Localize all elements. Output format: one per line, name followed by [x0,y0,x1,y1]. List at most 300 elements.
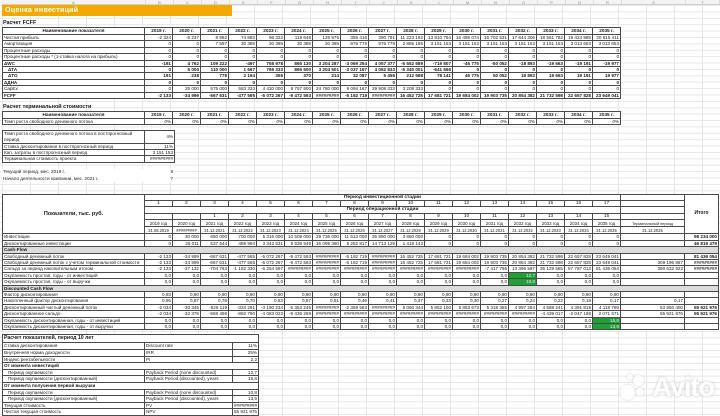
value-cell[interactable]: 0 [481,79,509,85]
value-cell[interactable]: 0 [369,54,397,60]
year-header[interactable]: 2019 г. [145,112,173,119]
value-cell[interactable]: 0 [453,67,481,73]
value-cell[interactable]: 976 778 [341,41,369,47]
value-cell[interactable]: 0 [145,234,173,240]
value-cell[interactable]: 4 430 000 [257,86,285,92]
year-header[interactable]: 2025 г. [313,28,341,35]
value-cell[interactable]: 13 396 587 [509,266,537,272]
value-cell[interactable]: 0% [257,119,285,125]
value-cell[interactable]: 0 [565,79,593,85]
value-cell[interactable]: 18 893 [509,73,537,79]
value-cell[interactable]: 0 [425,86,453,92]
value-cell[interactable]: 0 [565,240,593,246]
op-period-number[interactable]: 14 [565,213,593,219]
value-cell[interactable]: 0,22 [537,298,565,304]
value-cell[interactable]: 0 [481,240,509,246]
row-header-label[interactable]: Наименование показателя [3,112,145,119]
value-cell[interactable]: 17 681 721 [425,253,453,259]
value-cell[interactable]: -2 133 [145,253,173,259]
total-value-cell[interactable]: 81 436 054 [685,253,719,259]
value-cell[interactable]: -5 353 245 [285,304,313,310]
value-cell[interactable]: 29 908 333 [369,86,397,92]
value-cell[interactable]: 11 223 192 [397,35,425,41]
value-cell[interactable]: 0,0 [565,279,593,285]
value-cell[interactable]: 9 094 167 [341,86,369,92]
value-cell[interactable]: -4 439 017 [537,311,565,317]
value-cell[interactable]: 191 [145,73,173,79]
value-cell[interactable]: 0,0 [565,317,593,323]
value-cell[interactable]: ######### [453,311,481,317]
year-header[interactable]: 2035 г. [593,112,621,119]
value-cell[interactable]: 0,0 [481,323,509,329]
value-cell[interactable]: 0% [425,119,453,125]
value-cell[interactable]: 865 130 [285,60,313,66]
value-cell[interactable]: 4 762 [173,60,201,66]
metric-label-en[interactable]: Payback Period (discounted), years [145,396,233,403]
value-cell[interactable]: 1 667 [229,67,257,73]
year-label[interactable]: 2019 год [145,220,173,227]
metric-value[interactable]: 13,9 [233,396,259,403]
value-cell[interactable]: 0,0 [229,317,257,323]
value-cell[interactable]: 23 649 041 [593,259,621,265]
date-cell[interactable]: 31.12.2026 [341,227,369,234]
value-cell[interactable]: -3 069 254 [341,60,369,66]
value-cell[interactable]: -7 417 795 [481,266,509,272]
value-cell[interactable]: 0 [425,79,453,85]
value-cell[interactable]: 0 [425,54,453,60]
value-cell[interactable]: 21 732 598 [537,253,565,259]
value-cell[interactable]: 0,37 [397,298,425,304]
value-cell[interactable]: 0,0 [341,279,369,285]
value-cell[interactable]: 370 [285,73,313,79]
value-cell[interactable]: 0 [425,47,453,53]
value-cell[interactable]: ######### [397,311,425,317]
value-cell[interactable]: 0 [173,54,201,60]
value-cell[interactable]: 0,0 [453,317,481,323]
value-cell[interactable]: -37 132 [173,266,201,272]
year-label[interactable]: 2025 год [313,220,341,227]
value-cell[interactable]: -191 [145,60,173,66]
op-period-number[interactable]: 1 [201,213,229,219]
year-header[interactable]: 2023 г. [257,112,285,119]
year-header[interactable]: 2021 г. [201,112,229,119]
value-cell[interactable]: 0 [201,79,229,85]
op-stage-label[interactable]: Период операционной стадии [145,207,621,213]
value-cell[interactable]: 3 850 000 [397,234,425,240]
row-label[interactable]: Фактор дисконтирования [3,291,145,297]
column-header-N[interactable]: N [482,0,510,4]
year-header[interactable]: 2021 г. [201,28,229,35]
row-label[interactable]: ΔТО [3,73,145,79]
value-cell[interactable]: -9 436 269 [285,311,313,317]
value-cell[interactable]: 0% [173,119,201,125]
value-cell[interactable]: 0,0 [173,272,201,278]
value-cell[interactable]: 11 513 000 [341,234,369,240]
terminal-section-title[interactable]: Расчет терминальной стоимости [3,104,92,111]
value-cell[interactable]: -5 192 719 [341,253,369,259]
value-cell[interactable]: -2 133 [145,92,173,98]
value-cell[interactable]: -34 999 [173,92,201,98]
value-cell[interactable]: 5 318 355 [481,304,509,310]
value-cell[interactable]: 3 151 153 [425,41,453,47]
value-cell[interactable]: 212 688 [397,73,425,79]
value-cell[interactable]: 0 [313,54,341,60]
value-cell[interactable]: 0 [593,240,621,246]
payback-highlight-cell[interactable]: 12,7 [509,272,537,278]
year-label[interactable]: 2024 год [285,220,313,227]
column-header-S[interactable]: S [622,0,686,4]
value-cell[interactable]: 0,0 [285,323,313,329]
year-label[interactable]: 2030 год [453,220,481,227]
value-cell[interactable]: 769 333 [257,67,285,73]
value-cell[interactable]: 0% [509,119,537,125]
year-header[interactable]: 2034 г. [565,28,593,35]
total-value-cell[interactable]: ######### [685,259,719,265]
op-period-number[interactable]: 3 [257,213,285,219]
value-cell[interactable]: -641 666 [425,67,453,73]
inv-period-number[interactable]: 6 [285,201,313,207]
value-cell[interactable]: 0,0 [397,317,425,323]
value-cell[interactable]: 20 854 382 [509,92,537,98]
year-header[interactable]: 2026 г. [341,112,369,119]
value-cell[interactable]: 8 992 [201,35,229,41]
value-cell[interactable]: 0,0 [285,317,313,323]
inv-period-number[interactable]: 13 [481,201,509,207]
value-cell[interactable]: 0,90 [425,291,453,297]
year-label[interactable]: 2032 год [509,220,537,227]
column-header-I[interactable]: I [342,0,370,4]
column-header-L[interactable]: L [426,0,454,4]
inv-period-number[interactable]: 11 [425,201,453,207]
value-cell[interactable]: 0,0 [341,323,369,329]
value-cell[interactable]: 0% [537,119,565,125]
row-label[interactable]: ΔТА [3,67,145,73]
value-cell[interactable]: 22 657 828 [565,259,593,265]
value-cell[interactable]: 2 071 571 [593,311,621,317]
column-header-T[interactable]: T [686,0,720,4]
value-cell[interactable]: 0% [313,119,341,125]
row-label[interactable]: Окупаемость простая, годы - от выручки [3,279,145,285]
value-cell[interactable]: 3 204 501 [313,67,341,73]
value-cell[interactable]: 0,0 [509,323,537,329]
total-value-cell[interactable]: 46 819 479 [685,240,719,246]
value-cell[interactable]: 0 [453,240,481,246]
payback-highlight-cell[interactable]: 10,8 [509,279,537,285]
value-cell[interactable]: 0% [453,119,481,125]
metric-label-en[interactable]: PV [145,402,233,409]
value-cell[interactable]: 0,0 [313,279,341,285]
section-row-label[interactable]: Cash-Flow [3,247,719,253]
inv-stage-label[interactable]: Период инвестиционной стадии [145,194,621,200]
metrics-title[interactable]: Расчет показателей, период 10 лет [3,335,259,343]
value-cell[interactable]: 0,0 [537,272,565,278]
value-cell[interactable]: -19 663 [537,60,565,66]
value-cell[interactable]: ######### [341,311,369,317]
value-cell[interactable]: 5 000 [173,67,201,73]
row-label[interactable]: Чистая прибыль [3,35,145,41]
value-cell[interactable]: 0,90 [201,291,229,297]
value-cell[interactable]: 96 323 [257,35,285,41]
value-cell[interactable]: 0,0 [257,317,285,323]
value-cell[interactable]: ######### [453,266,481,272]
value-cell[interactable]: 22 657 828 [565,92,593,98]
year-header[interactable]: 2027 г. [369,28,397,35]
row-label[interactable]: Свободный денежный поток с учетом терминальной стоимости [3,259,145,265]
value-cell[interactable]: 0 [481,67,509,73]
value-cell[interactable]: 0,33 [425,298,453,304]
terminal-value-cell[interactable]: 53 850 400 [621,304,685,310]
value-cell[interactable]: 5 316 000 [257,234,285,240]
value-cell[interactable]: 0% [201,119,229,125]
value-cell[interactable]: 29 736 000 [313,234,341,240]
value-cell[interactable]: 0,90 [593,291,621,297]
value-cell[interactable]: 5 456 [369,73,397,79]
value-cell[interactable]: 0 [397,47,425,53]
metric-label-en[interactable]: Payback Period (discounted), years [145,376,233,383]
value-cell[interactable]: 14 713 129 [369,240,397,246]
value-cell[interactable]: 1 418 143 [397,240,425,246]
year-header[interactable]: 2030 г. [453,28,481,35]
value-cell[interactable]: -50 052 [481,60,509,66]
value-cell[interactable]: 0 [145,79,173,85]
year-header[interactable]: 2029 г. [425,112,453,119]
value-cell[interactable]: 0 [509,234,537,240]
metric-label-ru[interactable]: Период окупаемости [3,389,145,396]
value-cell[interactable]: 0,90 [453,291,481,297]
op-period-number[interactable]: 10 [453,213,481,219]
value-cell[interactable]: 0,19 [565,298,593,304]
value-cell[interactable]: 0,70 [229,298,257,304]
terminal-date-cell[interactable]: 31.12.2035 [621,227,685,234]
value-cell[interactable]: -477 565 [229,259,257,265]
value-cell[interactable]: ######### [369,259,397,265]
row-label[interactable]: FCFF [3,92,145,98]
value-cell[interactable]: 0 [425,240,453,246]
value-cell[interactable]: 0 [537,79,565,85]
value-cell[interactable]: -5 072 267 [257,92,285,98]
value-cell[interactable]: -32 379 [173,311,201,317]
value-cell[interactable]: 0 [481,54,509,60]
metrics-section-label[interactable]: От момента получения первой выручки [3,382,259,389]
value-cell[interactable]: 0,0 [257,323,285,329]
value-cell[interactable]: 19 684 002 [453,253,481,259]
value-cell[interactable]: 0 [397,79,425,85]
value-cell[interactable]: -558 498 [201,311,229,317]
value-cell[interactable]: 0% [229,119,257,125]
row-label[interactable]: Окупаемость дисконтированная, годы - от инвестиций [3,317,145,323]
value-cell[interactable]: 0,0 [593,272,621,278]
value-cell[interactable]: ######### [369,266,397,272]
value-cell[interactable]: -3 190 234 [257,304,285,310]
value-cell[interactable]: 3 013 653 [565,41,593,47]
value-cell[interactable]: 0 [397,54,425,60]
value-cell[interactable]: 0,0 [565,323,593,329]
value-cell[interactable]: 0% [285,119,313,125]
value-cell[interactable]: 0 [145,86,173,92]
value-cell[interactable]: -477 565 [229,92,257,98]
value-cell[interactable]: 0,90 [173,291,201,297]
value-cell[interactable]: 16 452 725 [397,253,425,259]
value-cell[interactable]: 0 [341,54,369,60]
total-value-cell[interactable] [685,323,719,329]
terminal-value-cell[interactable]: 0,17 [621,298,685,304]
value-cell[interactable]: 19 663 [537,73,565,79]
value-cell[interactable]: ######### [397,266,425,272]
value-cell[interactable]: 5 853 673 [453,304,481,310]
value-cell[interactable]: 16 702 531 [481,35,509,41]
metric-label-ru[interactable]: Чистая текущая стоимость [3,409,145,416]
metric-value[interactable]: ######### [234,402,257,408]
year-header[interactable]: 2033 г. [537,112,565,119]
value-cell[interactable]: 0,0 [201,317,229,323]
value-cell[interactable]: -892 790 [229,311,257,317]
op-period-number[interactable]: 9 [425,213,453,219]
year-header[interactable]: 2034 г. [565,112,593,119]
value-cell[interactable]: 0,0 [481,317,509,323]
value-cell[interactable]: 0,41 [369,298,397,304]
inv-period-number[interactable]: 4 [229,201,257,207]
value-cell[interactable]: 35 890 000 [369,234,397,240]
year-header[interactable]: 2028 г. [397,112,425,119]
column-header-M[interactable]: M [454,0,482,4]
inv-period-number[interactable]: 2 [173,201,201,207]
value-cell[interactable]: 0,90 [565,291,593,297]
value-cell[interactable]: 0,0 [369,272,397,278]
value-cell[interactable]: -9 472 593 [285,92,313,98]
value-cell[interactable]: 0 [369,47,397,53]
value-cell[interactable]: 0 [453,47,481,53]
value-cell[interactable]: 5 852 100 [425,304,453,310]
terminal-value-cell[interactable]: 390 632 922 [621,266,685,272]
year-header[interactable]: 2024 г. [285,112,313,119]
value-cell[interactable]: 10 509 000 [285,234,313,240]
year-label[interactable]: 2023 год [257,220,285,227]
value-cell[interactable]: 17 681 721 [425,259,453,265]
metric-label-en[interactable]: PI [145,356,233,363]
value-cell[interactable]: 0,90 [537,291,565,297]
value-cell[interactable]: 0% [341,119,369,125]
date-cell[interactable]: 31.12.2028 [397,227,425,234]
value-cell[interactable]: 19 191 [565,73,593,79]
inv-period-number[interactable]: 12 [453,201,481,207]
value-cell[interactable]: 0 [341,79,369,85]
value-cell[interactable]: 0,0 [369,317,397,323]
value-cell[interactable]: 0,0 [313,317,341,323]
value-cell[interactable]: 0,0 [397,279,425,285]
value-cell[interactable]: 0,30 [453,298,481,304]
value-cell[interactable]: 0,0 [173,323,201,329]
column-header-F[interactable]: F [258,0,286,4]
value-cell[interactable]: ######### [313,266,341,272]
value-cell[interactable]: -667 631 [201,253,229,259]
value-cell[interactable]: ######### [369,304,397,310]
column-header-J[interactable]: J [370,0,398,4]
value-cell[interactable]: 0,0 [201,279,229,285]
terminal-value-cell[interactable] [621,323,685,329]
value-cell[interactable]: ######### [313,92,341,98]
value-cell[interactable]: 0,0 [397,272,425,278]
value-cell[interactable]: 0,78 [201,298,229,304]
metric-label-ru[interactable]: Текущая стоимость [3,402,145,409]
value-cell[interactable]: 18 561 782 [537,35,565,41]
year-header[interactable]: 2031 г. [481,28,509,35]
total-value-cell[interactable]: 55 921 976 [685,304,719,310]
value-cell[interactable]: 0,90 [257,291,285,297]
value-cell[interactable]: 0 [229,54,257,60]
value-cell[interactable]: 0 [565,234,593,240]
value-cell[interactable]: -19 191 [565,60,593,66]
value-cell[interactable]: 17 681 721 [425,92,453,98]
payback-highlight-cell[interactable]: 15,8 [593,317,621,323]
inv-period-number[interactable]: 17 [593,201,621,207]
value-cell[interactable]: -9 472 593 [285,253,313,259]
value-cell[interactable]: 3 151 153 [145,150,175,156]
value-cell[interactable]: 46 775 [453,73,481,79]
value-cell[interactable]: 3 151 153 [453,41,481,47]
inv-period-number[interactable]: 16 [565,201,593,207]
value-cell[interactable]: 355 416 [341,35,369,41]
value-cell[interactable]: 0 [313,79,341,85]
value-cell[interactable]: 0,0 [145,323,173,329]
value-cell[interactable]: 126 975 [313,35,341,41]
value-cell[interactable]: 650 000 [201,234,229,240]
value-cell[interactable]: 0 [285,47,313,53]
value-cell[interactable]: 19 684 002 [453,259,481,265]
year-header[interactable]: 2031 г. [481,112,509,119]
value-cell[interactable]: ######### [145,156,175,162]
year-header[interactable]: 2020 г. [173,112,201,119]
value-cell[interactable]: 0,0 [453,323,481,329]
inv-period-number[interactable]: 3 [201,201,229,207]
value-cell[interactable]: 5 252 817 [341,240,369,246]
op-period-number[interactable]: 12 [509,213,537,219]
value-cell[interactable]: 8 757 500 [285,86,313,92]
total-value-cell[interactable]: 98 234 000 [685,234,719,240]
year-label[interactable]: 2022 год [229,220,257,227]
value-cell[interactable]: -9 472 593 [285,259,313,265]
column-header-B[interactable]: B [146,0,174,4]
date-cell[interactable]: 31.12.2022 [229,227,257,234]
row-label[interactable]: Окупаемость простая, годы - от инвестиций [3,272,145,278]
value-cell[interactable]: 0,17 [593,298,621,304]
op-period-number[interactable]: 4 [285,213,313,219]
value-cell[interactable]: 0,0 [201,323,229,329]
inv-period-number[interactable]: 5 [257,201,285,207]
value-cell[interactable]: 0% [397,119,425,125]
value-cell[interactable]: ######### [369,311,397,317]
value-cell[interactable]: -34 999 [173,253,201,259]
value-cell[interactable]: 0 [537,54,565,60]
value-cell[interactable]: 0 [509,54,537,60]
value-cell[interactable]: 0 [537,86,565,92]
value-cell[interactable]: 0,0 [425,323,453,329]
value-cell[interactable]: 0,93 [145,291,173,297]
inv-period-number[interactable]: 8 [341,201,369,207]
row-label[interactable]: Окупаемость дисконтированная, годы - от выручки [3,323,145,329]
year-header[interactable]: 2025 г. [313,112,341,119]
value-cell[interactable]: 30 389 [313,41,341,47]
value-cell[interactable]: 20 615 411 [593,35,621,41]
value-cell[interactable]: 0% [593,119,621,125]
column-header-Q[interactable]: Q [566,0,594,4]
op-period-number[interactable]: 13 [537,213,565,219]
value-cell[interactable]: -5 072 267 [257,253,285,259]
value-cell[interactable]: 0,0 [453,272,481,278]
value-cell[interactable]: 0,0 [509,317,537,323]
value-cell[interactable]: -667 631 [201,259,229,265]
total-header[interactable]: Итого [685,194,719,234]
year-label[interactable]: 2020 год [173,220,201,227]
